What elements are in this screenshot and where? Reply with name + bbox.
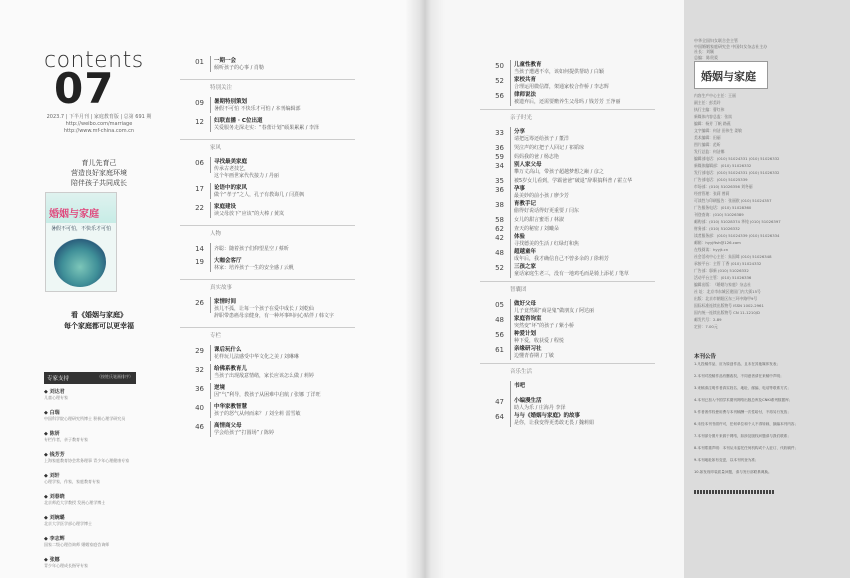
masthead-line: 总编：陈贵爱 — [694, 54, 718, 60]
toc-page-number: 14 — [195, 245, 204, 253]
credit-line: 邮发代号：2-89 — [694, 317, 722, 322]
magazine-cover[interactable] — [45, 192, 117, 292]
expert-entry — [44, 430, 136, 447]
expert-entry — [44, 556, 136, 573]
toc-section-rule — [480, 281, 655, 282]
toc-section-rule — [180, 225, 355, 226]
toc-description: 儿子竟然跟“商是鬼”做朋友 / 阿达丽 — [514, 308, 595, 314]
toc-section-rule — [480, 109, 655, 110]
page-gutter — [405, 0, 445, 578]
toc-title: 与与《婚姻与家庭》的故事 — [514, 413, 581, 419]
expert-name: ◆ 钱芳芳 — [44, 452, 65, 458]
toc-divider — [210, 97, 211, 113]
notice-line: 2.本刊对投稿作品有删改权，不同意者请在来稿中声明； — [694, 374, 784, 378]
toc-description: 当孩子出现敌意情绪，家长应该怎么做 / 莉婷 — [214, 373, 314, 379]
masthead-line: 中国婚姻家庭研究会 中国妇女杂志社主办 — [694, 43, 768, 49]
toc-title: 论语中的家风 — [214, 185, 248, 191]
toc-title: 寻找最美家庭 — [214, 159, 248, 165]
masthead-line: 中华全国妇女联合会主管 — [694, 38, 738, 43]
toc-description: 暑假不可怕 不快乐才可怕 / 本刊编辑部 — [214, 106, 301, 112]
toc-title: 给佛系教育儿 — [214, 366, 248, 372]
toc-entry[interactable] — [480, 262, 660, 280]
toc-divider — [510, 75, 511, 91]
toc-divider — [510, 90, 511, 106]
credit-line: 刊登查询：(010) 51026389 — [694, 212, 744, 217]
toc-page-number: 48 — [495, 249, 504, 257]
toc-description: 传承古老技艺， — [214, 166, 250, 172]
toc-section-rule — [180, 139, 355, 140]
credit-line: 广告服务电话：(010) 51028360 — [694, 205, 752, 210]
toc-description: 妈妈我的爸 / 杨志艳 — [514, 154, 559, 160]
toc-divider — [510, 299, 511, 315]
toc-entry[interactable] — [180, 183, 360, 201]
toc-page-number: 59 — [495, 153, 504, 161]
expert-entry — [44, 451, 136, 468]
promo-line-1: 看《婚姻与家庭》 — [71, 310, 127, 319]
toc-title: 家校共育 — [514, 77, 537, 83]
toc-divider — [510, 396, 511, 412]
toc-entry[interactable] — [180, 97, 360, 115]
toc-divider — [210, 202, 211, 218]
toc-page-number: 61 — [495, 346, 504, 354]
toc-description: 因“气”利导，教孩子从困难中启航 / 张娜 丁洋旺 — [214, 392, 321, 398]
expert-support-header — [44, 372, 136, 384]
credit-line: 出版：北京市朝阳区东三环中路甲9号 — [694, 296, 758, 301]
toc-page-number: 42 — [495, 234, 504, 242]
toc-title: 做好父母 — [514, 301, 537, 307]
toc-title: 儿童性教育 — [514, 62, 542, 68]
toc-title: 超越童年 — [514, 249, 537, 255]
credit-line: 财务部：(010) 51026332 — [694, 226, 740, 231]
expert-desc: 北京大学医学部心理学博士 — [44, 521, 92, 526]
expert-name: ◆ 刘达君 — [44, 389, 65, 395]
toc-description: 偷得好说话得好更重要 / 闫东 — [514, 208, 579, 214]
issue-date-line: 2023.7 | 下半月刊 | 家庭教育版 | 总第 691 期 — [46, 114, 152, 120]
toc-divider — [510, 127, 511, 143]
toc-divider — [510, 411, 511, 427]
toc-description: 边懂青春期 / 丁敏 — [514, 353, 554, 359]
toc-divider — [210, 364, 211, 380]
credit-line: 承接平台：主管 丁香 (010) 51024332 — [694, 261, 762, 266]
toc-description: 请把远筹还给孩子 / 董洋 — [514, 136, 569, 142]
toc-description: 齐聪：随着孩子们仰望星空 / 蔡昕 — [214, 246, 289, 252]
expert-entry — [44, 535, 136, 552]
toc-page-number: 48 — [495, 316, 504, 324]
toc-title: 中华家教智慧 — [214, 404, 248, 410]
toc-section-rule — [180, 79, 355, 80]
toc-description: 女儿的甜言蜜语 / 林淑 — [514, 217, 564, 223]
toc-title: 一期一会 — [214, 58, 237, 64]
contents-heading: contents — [44, 48, 144, 73]
credit-line: 邮箱：hyyjftsh@126.com — [694, 240, 741, 245]
website-link[interactable]: http://www.mf-china.com.cn — [63, 128, 135, 134]
toc-title: 妇联直播 · C位出道 — [214, 118, 263, 124]
toc-divider — [510, 262, 511, 278]
toc-description: 成年后，我才确信自己不曾多余的 / 徐莉芳 — [514, 256, 609, 262]
toc-section-heading: 亲子时光 — [510, 115, 533, 121]
toc-divider — [510, 160, 511, 176]
toc-page-number: 09 — [195, 99, 204, 107]
credit-line: 邮购部：(010) 51028374 华纯 (010) 51026397 — [694, 219, 781, 224]
toc-description: 关爱服务走深走实：“春蕾计划”硕果累累 / 李泽 — [214, 125, 320, 131]
toc-divider — [210, 256, 211, 272]
toc-entry[interactable] — [180, 402, 360, 420]
expert-desc: 青少年心理成长指导专家 — [44, 563, 88, 568]
toc-entry[interactable] — [180, 383, 360, 401]
slogan-line-3: 陪伴孩子共同成长 — [71, 179, 127, 187]
weibo-link[interactable]: http://weibo.com/marriage — [65, 121, 133, 127]
credit-line: 社会活动中心主任：朱国璋 (010) 51026348 — [694, 254, 772, 259]
toc-divider — [510, 344, 511, 360]
toc-page-number: 12 — [195, 118, 204, 126]
credit-line: 文字编辑：何洁 田伟生 姜敏 — [694, 128, 742, 133]
toc-page-number: 29 — [195, 347, 204, 355]
toc-description: 最美妙的前小孩 / 廖少芳 — [514, 193, 569, 199]
toc-description: 辞职带患癌母亲健身，有一种坏事叫问心贴伴 / 韩文字 — [214, 313, 334, 319]
toc-page-number: 46 — [195, 423, 204, 431]
toc-entry[interactable] — [480, 411, 660, 429]
credit-line: 广告部电话：(010) 51025339 — [694, 177, 748, 182]
toc-description: 合理运用微信群，架通家校合作桥 / 李志辉 — [514, 84, 609, 90]
toc-divider — [210, 56, 211, 72]
toc-page-number: 22 — [195, 204, 204, 212]
toc-divider — [210, 297, 211, 313]
toc-description: 童话家庭生老三，没有一地鸡毛而是骑上添花 / 笔草 — [514, 271, 629, 277]
toc-divider — [210, 116, 211, 132]
toc-divider — [510, 184, 511, 200]
toc-page-number: 64 — [495, 413, 504, 421]
toc-page-number: 52 — [495, 77, 504, 85]
toc-section-rule — [480, 363, 655, 364]
brand-logo-text: 婚姻与家庭 — [701, 70, 756, 83]
expert-desc: 上海家庭教育协会常务理事 青少年心理健康专家 — [44, 458, 130, 463]
notice-line: 9.本刊地址如有变更，以本刊刊登为准； — [694, 458, 759, 462]
expert-name: ◆ 刘春晓 — [44, 494, 65, 500]
toc-description: 被5岁女儿看到，学霸爸爸“破退”辞职搞科普 / 霍立华 — [514, 178, 633, 184]
credit-line: 在线阅读：hyyjt.cn — [694, 247, 729, 252]
toc-title: 书吧 — [514, 383, 526, 389]
notice-line: 3.来稿请注明作者真实姓名、地址、邮编、电话等联系方式； — [694, 386, 791, 390]
expert-name: ◆ 刘轩 — [44, 473, 60, 479]
toc-section-heading: 家风 — [210, 145, 222, 151]
expert-desc: 北京师范大学教授 发展心理学博士 — [44, 500, 106, 505]
expert-desc: 中国科学院心理研究所博士 积极心理学研究员 — [44, 416, 126, 421]
toc-divider — [510, 381, 511, 397]
expert-name: ◆ 李志辉 — [44, 536, 65, 542]
toc-entry[interactable] — [180, 56, 360, 74]
slogan-line-1: 育儿先育己 — [81, 159, 117, 167]
toc-page-number: 56 — [495, 92, 504, 100]
notice-line: 10.如发现印装质量问题，请与发行部联系调换。 — [694, 470, 772, 474]
toc-title: 高情商父母 — [214, 423, 242, 429]
toc-page-number: 26 — [195, 299, 204, 307]
notice-title: 本刊公告 — [694, 354, 717, 360]
notice-line: 4.本刊已加入中国学术期刊网络出版总库及CNKI系列数据库； — [694, 398, 793, 402]
toc-entry[interactable] — [480, 90, 660, 108]
credit-line: 读者服务部：(010) 51024339 (010) 51026334 — [694, 233, 780, 238]
credit-line: 副主任：彭美玲 — [694, 100, 721, 105]
toc-description: 读父母放下“应该”的大棒 / 黄岚 — [214, 211, 285, 217]
toc-divider — [510, 329, 511, 345]
toc-entry[interactable] — [180, 256, 360, 274]
toc-page-number: 58 — [495, 216, 504, 224]
toc-divider — [210, 345, 211, 361]
toc-page-number: 36 — [495, 144, 504, 152]
expert-desc: 专栏作者，亲子教育专家 — [44, 437, 88, 442]
toc-description: 种下爱，收获爱 / 程悦 — [514, 338, 564, 344]
toc-page-number: 05 — [495, 301, 504, 309]
toc-section-heading: 智囊团 — [510, 287, 527, 293]
expert-support-panel — [44, 372, 136, 573]
toc-page-number: 19 — [195, 258, 204, 266]
toc-description: 这个年画世家代代接力 / 丹丽 — [214, 173, 279, 179]
toc-entry[interactable] — [180, 364, 360, 382]
toc-title: 大咖会客厅 — [214, 258, 242, 264]
toc-title: 家庭咨询室 — [514, 316, 542, 322]
toc-page-number: 01 — [195, 58, 204, 66]
toc-description: 哭泣声的红把子人回记 / 祁韬琼 — [514, 145, 584, 151]
toc-entry[interactable] — [180, 157, 360, 179]
toc-divider — [210, 402, 211, 418]
expert-entry — [44, 409, 136, 426]
credit-line: 定价：7.00元 — [694, 324, 718, 329]
toc-description: 孩子的怒气从何而来？ / 刘全莉 雷雪敏 — [214, 411, 301, 417]
toc-description: 助人为乐 / 庄海丹 李泽 — [514, 405, 566, 411]
toc-description: 做个“孝子”之人，孔子有教诲几 / 闫熹枫 — [214, 192, 305, 198]
toc-page-number: 40 — [195, 404, 204, 412]
toc-description: 被遗弃后，还需要赡养生父母吗 / 钱芳芳 王净丽 — [514, 99, 621, 105]
notice-line: 6.未经本刊书面许可，任何单位和个人不得转载、摘编本刊内容； — [694, 422, 799, 426]
expert-name: ◆ 白瑞 — [44, 410, 60, 416]
toc-page-number: 33 — [495, 129, 504, 137]
toc-entry[interactable] — [480, 344, 660, 362]
cover-heading: 暑假不可怕，不快乐才可怕 — [51, 226, 112, 232]
toc-title: 孕事 — [514, 186, 526, 192]
expert-desc: 儿童心理专家 — [44, 395, 68, 400]
expert-name: ◆ 张娜 — [44, 557, 60, 563]
credit-line: 经营管理：张莉 曾莉 — [694, 191, 730, 196]
toc-divider — [210, 383, 211, 399]
toc-page-number: 32 — [195, 366, 204, 374]
toc-entry[interactable] — [180, 345, 360, 363]
toc-title: 暑期特别策划 — [214, 99, 248, 105]
toc-divider — [510, 199, 511, 215]
expert-entry — [44, 388, 136, 405]
toc-page-number: 47 — [495, 398, 504, 406]
toc-description: 突然变“坏”的孩子 / 紫小桥 — [514, 323, 575, 329]
right-page — [420, 0, 850, 578]
expert-support-title: 专家支持 — [47, 376, 70, 382]
toc-description: 倾听孩子的心事 / 肖勒 — [214, 65, 264, 71]
toc-description: 攀万丈高山，带孩子超越梦想之巅 / 彦之 — [514, 169, 604, 175]
toc-page-number: 50 — [495, 62, 504, 70]
credit-line: 编辑：杨芳 丁帆 路燕 — [694, 121, 731, 126]
slogan-line-2: 营造良好家庭环境 — [71, 169, 127, 177]
toc-page-number: 38 — [495, 201, 504, 209]
cover-logo: 婚姻与家庭 — [49, 209, 99, 220]
toc-section-heading: 特别关注 — [210, 85, 233, 91]
left-page — [0, 0, 420, 578]
credit-line: 新媒体内容总监：张岚 — [694, 114, 732, 119]
toc-divider — [210, 183, 211, 199]
credit-line: 新媒体编辑部：(010) 51026332 — [694, 163, 752, 168]
masthead-line: 社长：刘颖 — [694, 49, 714, 54]
toc-divider — [210, 421, 211, 437]
credit-line: 广告部：邬新 (010) 51026332 — [694, 268, 749, 273]
toc-page-number: 52 — [495, 264, 504, 272]
toc-section-heading: 音乐生活 — [510, 369, 533, 375]
notice-line: 7.本刊部分图片来源于网络，如涉及版权问题请与我们联系； — [694, 434, 791, 438]
toc-entry[interactable] — [180, 202, 360, 220]
toc-title: 体验 — [514, 234, 526, 240]
toc-title: 分享 — [514, 129, 526, 135]
masthead-column — [684, 0, 850, 578]
expert-support-note: （按姓氏笔画排序） — [97, 374, 133, 379]
expert-entry — [44, 472, 136, 489]
toc-page-number: 17 — [195, 185, 204, 193]
toc-section-rule — [180, 327, 355, 328]
toc-page-number: 36 — [495, 186, 504, 194]
notice-line: 1.凡投稿作品，应为原创作品，且未在其他媒体发表； — [694, 362, 781, 366]
expert-entry — [44, 493, 136, 510]
toc-divider — [210, 157, 211, 173]
credit-line: 编辑部电话：(010) 51024331 (010) 51026332 — [694, 156, 780, 161]
credit-line: 社 址：北京市东城区建国门内大街15号 — [694, 289, 761, 294]
credit-line: 编辑出版：《婚姻与家庭》杂志社 — [694, 282, 751, 287]
issue-number: 07 — [54, 64, 115, 113]
toc-page-number: 62 — [495, 225, 504, 233]
toc-title: 种爱计划 — [514, 331, 537, 337]
toc-description: 林家：培养孩子一生的安全感 / 云帆 — [214, 265, 294, 271]
toc-page-number: 06 — [195, 159, 204, 167]
brand-logo — [694, 61, 768, 89]
toc-divider — [510, 247, 511, 263]
toc-divider — [510, 60, 511, 76]
toc-page-number: 35 — [495, 177, 504, 185]
credit-line: 内容生产中心主任：王丽 — [694, 93, 736, 98]
toc-title: 律师说法 — [514, 92, 537, 98]
toc-section-rule — [180, 279, 355, 280]
credit-line: 国内统一连续出版物号 CN 11-1210/D — [694, 310, 760, 315]
credit-line: 市场部：(010) 51026356 刘冬丽 — [694, 184, 753, 189]
toc-page-number: 34 — [495, 162, 504, 170]
toc-title: 逆境 — [214, 385, 226, 391]
expert-desc: 心理学家，作家，家庭教育专家 — [44, 479, 100, 484]
toc-entry[interactable] — [180, 297, 360, 319]
toc-title: 育教手记 — [514, 201, 537, 207]
expert-desc: 国家二级心理咨询师 婚姻家庭咨询师 — [44, 542, 110, 547]
credit-line: 美术编辑：田丽 — [694, 135, 721, 140]
toc-section-heading: 专栏 — [210, 333, 222, 339]
toc-entry[interactable] — [180, 421, 360, 439]
toc-page-number: 36 — [195, 385, 204, 393]
toc-description: 是你，让我变得更勇敢无畏 / 魏莉娟 — [514, 420, 594, 426]
expert-name: ◆ 刘婉璐 — [44, 515, 65, 521]
barcode — [694, 490, 774, 494]
toc-divider — [510, 232, 511, 248]
credit-line: 执行主编：曹红伟 — [694, 107, 725, 112]
credit-line: 发行总监：何洁娜 — [694, 149, 725, 154]
toc-section-heading: 真实故事 — [210, 285, 233, 291]
cover-illustration — [54, 237, 106, 287]
toc-description: 查天的秘密 / 刘曦朵 — [514, 226, 559, 232]
toc-divider — [510, 314, 511, 330]
credit-line: 国际标准连续出版物号 ISSN 1002-2961 — [694, 303, 764, 308]
toc-title: 三孩之家 — [514, 264, 537, 270]
promo-line-2: 每个家庭都可以更幸福 — [64, 321, 134, 330]
toc-title: 课后玩什么 — [214, 347, 242, 353]
notice-line: 5.作者著作权使用费与本刊稿酬一次性给付，不再另行发放； — [694, 410, 791, 414]
credit-line: 可读性与印刷报告：张丽欧 (010) 51024357 — [694, 198, 772, 203]
toc-entry[interactable] — [180, 116, 360, 134]
toc-description: 花样玩儿法感受中华文化之美 / 刘琳琳 — [214, 354, 299, 360]
toc-title: 别人家父母 — [514, 162, 542, 168]
notice-line: 8.本刊郑重声明：本刊从未委托任何机构或个人征订、代收稿件； — [694, 446, 799, 450]
toc-description: 孩儿不孤，让每一个孩子在爱中成长 / 刘乾仙 — [214, 306, 314, 312]
toc-description: 寻找德美的生活 / 红绿灯和焦 — [514, 241, 579, 247]
credit-line: 活动平台主管：(010) 51026336 — [694, 275, 752, 280]
toc-title: 小编漫生活 — [514, 398, 542, 404]
toc-title: 家庭建设 — [214, 204, 237, 210]
expert-entry — [44, 514, 136, 531]
credit-line: 图片编辑：范昕 — [694, 142, 721, 147]
toc-title: 亲缘研习社 — [514, 346, 542, 352]
toc-section-heading: 人物 — [210, 231, 222, 237]
toc-description: 学会给孩子“打圆场” / 陈婷 — [214, 430, 275, 436]
toc-page-number: 56 — [495, 331, 504, 339]
toc-title: 家情时间 — [214, 299, 237, 305]
expert-name: ◆ 陈妍 — [44, 431, 60, 437]
toc-description: 当孩子遭遇不幸，该如何提供帮助 / 白颖 — [514, 69, 604, 75]
credit-line: 发行部电话：(010) 51024331 (010) 51026332 — [694, 170, 780, 175]
